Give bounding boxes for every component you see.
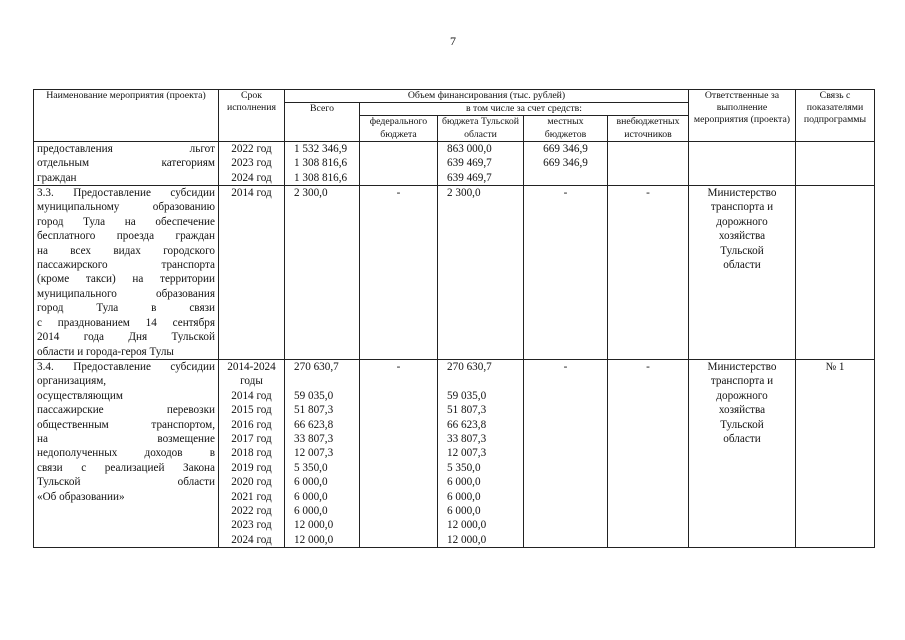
- table-row: [34, 141, 875, 185]
- activity-name-line: организациям,: [37, 375, 107, 388]
- activity-name-line: осуществляющим: [37, 389, 123, 402]
- responsible-line: области: [723, 259, 761, 272]
- header-local: местных бюджетов: [524, 116, 608, 141]
- regional-cell: [438, 186, 524, 360]
- total-value: 5 350,0: [294, 461, 328, 474]
- regional-value: 270 630,7: [447, 360, 492, 373]
- term-line: 2014 год: [231, 187, 272, 200]
- financing-table: [33, 89, 875, 548]
- activity-name-cell: [34, 141, 219, 185]
- total-value: 12 000,0: [294, 533, 334, 546]
- responsible-line: Тульской: [720, 418, 764, 431]
- term-line: 2024 год: [231, 533, 272, 546]
- regional-value: 33 807,3: [447, 432, 487, 445]
- responsible-line: области: [723, 432, 761, 445]
- term-cell: [219, 359, 285, 547]
- activity-name-line: пассажирского транспорта: [37, 259, 215, 272]
- activity-name-line: связи с реализацией Закона: [37, 461, 215, 474]
- local-cell: [524, 186, 608, 360]
- local-cell: [524, 141, 608, 185]
- header-total: Всего: [285, 103, 360, 142]
- term-line: годы: [240, 375, 263, 388]
- regional-value: 59 035,0: [447, 389, 487, 402]
- total-value: 1 308 816,6: [294, 157, 348, 170]
- extra-value: -: [646, 360, 650, 373]
- local-value: -: [563, 187, 568, 200]
- regional-value: [441, 374, 520, 388]
- total-value: 59 035,0: [294, 389, 334, 402]
- term-cell: [219, 141, 285, 185]
- activity-name-line: «Об образовании»: [37, 490, 125, 503]
- term-line: 2022 год: [231, 142, 272, 155]
- federal-value: -: [396, 360, 401, 373]
- term-line: 2015 год: [231, 404, 272, 417]
- responsible-line: транспорта и: [710, 201, 774, 214]
- regional-value: 12 007,3: [447, 447, 487, 460]
- term-line: 2019 год: [231, 461, 272, 474]
- responsible-cell: [689, 141, 796, 185]
- activity-name-line: Тульской области: [37, 476, 215, 489]
- total-value: 12 007,3: [294, 447, 334, 460]
- activity-name-cell: [34, 359, 219, 547]
- total-value: [288, 374, 356, 388]
- regional-value: 6 000,0: [447, 490, 481, 503]
- activity-name-line: 3.3. Предоставление субсидии: [37, 187, 215, 200]
- total-value: 270 630,7: [294, 360, 339, 373]
- responsible-line: транспорта и: [710, 375, 774, 388]
- term-line: 2024 год: [231, 171, 272, 184]
- table-row: [34, 359, 875, 547]
- link-cell: № 1: [796, 359, 875, 547]
- term-line: 2017 год: [231, 432, 272, 445]
- regional-value: 6 000,0: [447, 504, 481, 517]
- term-line: 2014-2024: [227, 360, 276, 373]
- extra-cell: [608, 141, 689, 185]
- activity-name-line: предоставления льгот: [37, 142, 215, 155]
- activity-name-line: отдельным категориям: [37, 157, 215, 170]
- responsible-line: дорожного: [716, 215, 768, 228]
- total-value: 2 300,0: [294, 187, 328, 200]
- total-cell: [285, 359, 360, 547]
- responsible-line: Тульской: [720, 244, 764, 257]
- activity-name-line: бесплатного проезда граждан: [37, 230, 215, 243]
- table-row: [34, 186, 875, 360]
- activity-name-line: с празднованием 14 сентября: [37, 316, 215, 329]
- total-value: 51 807,3: [294, 404, 334, 417]
- total-value: 33 807,3: [294, 432, 334, 445]
- term-line: 2021 год: [231, 490, 272, 503]
- activity-name-line: 2014 года Дня Тульской: [37, 331, 215, 344]
- responsible-line: дорожного: [716, 389, 768, 402]
- activity-name-line: на возмещение: [37, 432, 215, 445]
- activity-name-line: 3.4. Предоставление субсидии: [37, 360, 215, 373]
- activity-name-line: на всех видах городского: [37, 244, 215, 257]
- term-line: 2022 год: [231, 504, 272, 517]
- responsible-cell: [689, 359, 796, 547]
- regional-value: 6 000,0: [447, 476, 481, 489]
- header-volume: Объем финансирования (тыс. рублей): [285, 90, 689, 103]
- local-cell: [524, 359, 608, 547]
- total-value: 12 000,0: [294, 519, 334, 532]
- total-value: 6 000,0: [294, 476, 328, 489]
- activity-name-line: муниципальному образованию: [37, 201, 215, 214]
- term-line: 2016 год: [231, 418, 272, 431]
- regional-value: 12 000,0: [447, 519, 487, 532]
- total-value: 1 308 816,6: [294, 171, 348, 184]
- regional-value: 2 300,0: [447, 187, 481, 200]
- header-regional: бюджета Тульской области: [438, 116, 524, 141]
- regional-value: 12 000,0: [447, 533, 487, 546]
- activity-name-line: (кроме такси) на территории: [37, 273, 215, 286]
- extra-value: -: [646, 187, 650, 200]
- regional-value: 5 350,0: [447, 461, 481, 474]
- header-responsible: Ответственные за выполнение мероприятия (проекта): [689, 90, 796, 142]
- local-value: -: [563, 360, 568, 373]
- activity-name-line: области и города-героя Тулы: [37, 345, 174, 358]
- regional-value: 51 807,3: [447, 404, 487, 417]
- federal-cell: [360, 359, 438, 547]
- federal-cell: [360, 141, 438, 185]
- header-name: Наименование мероприятия (проекта): [34, 90, 219, 142]
- total-value: 1 532 346,9: [294, 142, 348, 155]
- total-value: 6 000,0: [294, 490, 328, 503]
- activity-name-line: муниципального образования: [37, 287, 215, 300]
- regional-value: 639 469,7: [447, 171, 492, 184]
- local-value: 669 346,9: [543, 142, 588, 155]
- total-value: 66 623,8: [294, 418, 334, 431]
- regional-cell: [438, 141, 524, 185]
- federal-value: -: [396, 187, 401, 200]
- link-cell: [796, 186, 875, 360]
- responsible-cell: [689, 186, 796, 360]
- responsible-line: хозяйства: [718, 404, 766, 417]
- local-value: 669 346,9: [543, 157, 588, 170]
- responsible-line: Министерство: [707, 360, 777, 373]
- page-number: 7: [450, 34, 456, 48]
- extra-cell: [608, 186, 689, 360]
- regional-cell: [438, 359, 524, 547]
- responsible-line: хозяйства: [718, 230, 766, 243]
- activity-name-line: город Тула на обеспечение: [37, 215, 215, 228]
- total-cell: [285, 141, 360, 185]
- total-value: 6 000,0: [294, 504, 328, 517]
- regional-value: 639 469,7: [447, 157, 492, 170]
- term-line: 2023 год: [231, 519, 272, 532]
- activity-name-cell: [34, 186, 219, 360]
- header-link: Связь с показателями подпрограммы: [796, 90, 875, 142]
- activity-name-line: граждан: [37, 171, 77, 184]
- header-term: Срок исполнения: [219, 90, 285, 142]
- term-line: 2014 год: [231, 389, 272, 402]
- total-cell: [285, 186, 360, 360]
- term-line: 2023 год: [231, 157, 272, 170]
- header-federal: федерального бюджета: [360, 116, 438, 141]
- term-line: 2018 год: [231, 447, 272, 460]
- activity-name-line: недополученных доходов в: [37, 447, 215, 460]
- header-including: в том числе за счет средств:: [360, 103, 689, 116]
- link-cell: [796, 141, 875, 185]
- federal-cell: [360, 186, 438, 360]
- regional-value: 863 000,0: [447, 142, 492, 155]
- term-cell: [219, 186, 285, 360]
- header-extra: внебюджетных источников: [608, 116, 689, 141]
- regional-value: 66 623,8: [447, 418, 487, 431]
- activity-name-line: пассажирские перевозки: [37, 404, 215, 417]
- activity-name-line: город Тула в связи: [37, 302, 215, 315]
- extra-cell: [608, 359, 689, 547]
- activity-name-line: общественным транспортом,: [37, 418, 215, 431]
- term-line: 2020 год: [231, 476, 272, 489]
- responsible-line: Министерство: [707, 187, 777, 200]
